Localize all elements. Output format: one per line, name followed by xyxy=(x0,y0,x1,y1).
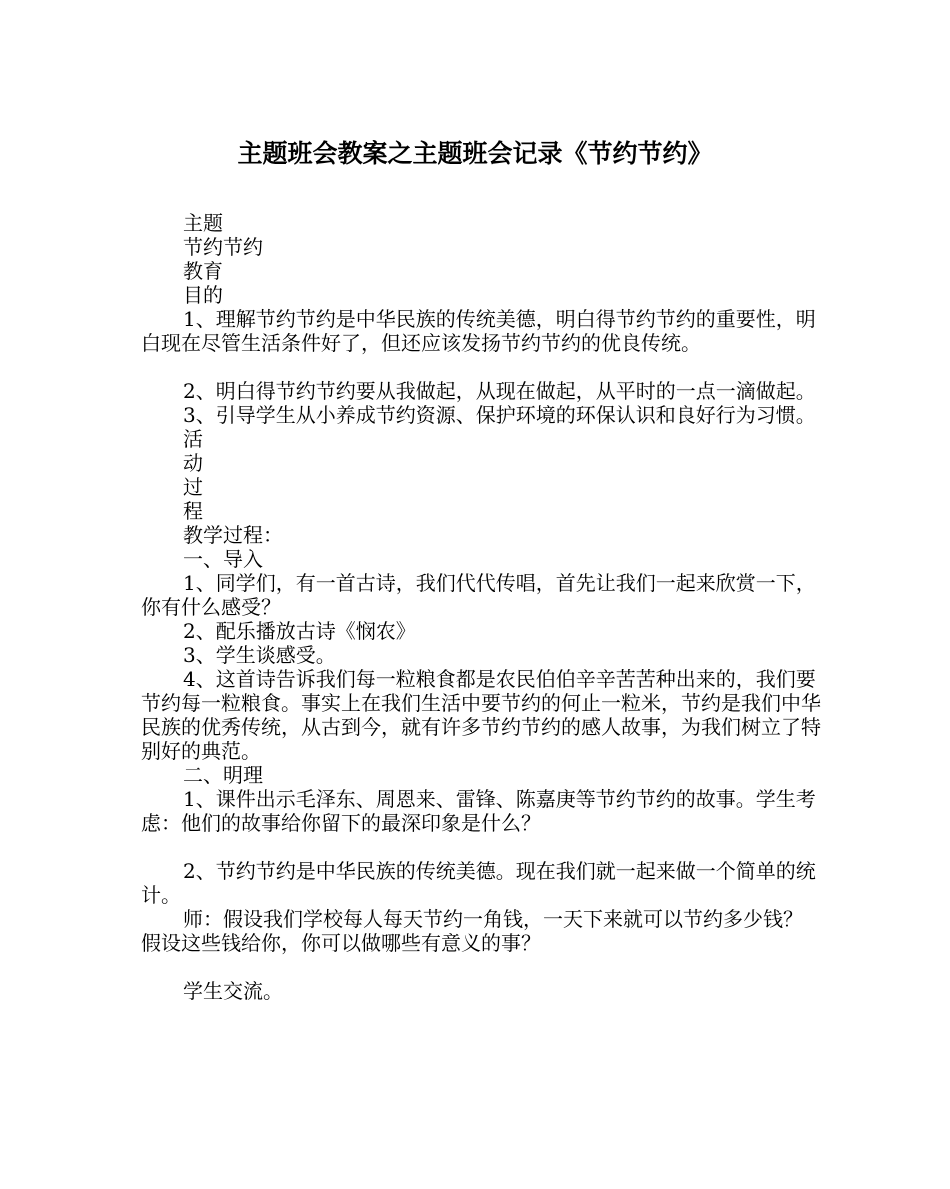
paragraph-spacer xyxy=(141,835,821,859)
paragraph-intro-1: 1、同学们，有一首古诗，我们代代传唱，首先让我们一起来欣赏一下，你有什么感受？ xyxy=(141,571,816,619)
document-title: 主题班会教案之主题班会记录《节约节约》 xyxy=(237,139,713,168)
paragraph-heading-theme-value: 节约节约 xyxy=(183,235,263,259)
paragraph-section-intro: 一、导入 xyxy=(183,547,263,571)
paragraph-goal-2: 2、明白得节约节约要从我做起，从现在做起，从平时的一点一滴做起。 xyxy=(183,379,816,403)
paragraph-heading-activity-4: 程 xyxy=(183,499,203,523)
paragraph-heading-activity-3: 过 xyxy=(183,475,203,499)
paragraph-section-reason: 二、明理 xyxy=(183,763,263,787)
paragraph-student-exchange: 学生交流。 xyxy=(183,979,283,1003)
paragraph-heading-activity-2: 动 xyxy=(183,451,203,475)
paragraph-spacer xyxy=(141,955,821,979)
paragraph-heading-theme: 主题 xyxy=(183,211,223,235)
paragraph-goal-1: 1、理解节约节约是中华民族的传统美德，明白得节约节约的重要性，明白现在尽管生活条件好了，但还应该发扬节约节约的优良传统。 xyxy=(141,307,816,355)
paragraph-heading-edu: 教育 xyxy=(183,259,223,283)
paragraph-teaching-process: 教学过程： xyxy=(183,523,283,547)
paragraph-intro-2: 2、配乐播放古诗《悯农》 xyxy=(183,619,416,643)
paragraph-heading-goal: 目的 xyxy=(183,283,223,307)
paragraph-reason-1: 1、课件出示毛泽东、周恩来、雷锋、陈嘉庚等节约节约的故事。学生考虑：他们的故事给你留下的最深印象是什么？ xyxy=(141,787,816,835)
paragraph-goal-3: 3、引导学生从小养成节约资源、保护环境的环保认识和良好行为习惯。 xyxy=(183,403,816,427)
paragraph-intro-3: 3、学生谈感受。 xyxy=(183,643,336,667)
paragraph-reason-2: 2、节约节约是中华民族的传统美德。现在我们就一起来做一个简单的统计。 xyxy=(141,859,816,907)
paragraph-teacher: 师：假设我们学校每人每天节约一角钱，一天下来就可以节约多少钱？假设这些钱给你，你可以做哪些有意义的事？ xyxy=(141,907,803,955)
paragraph-heading-activity-1: 活 xyxy=(183,427,203,451)
document-body xyxy=(141,211,821,1003)
paragraph-spacer xyxy=(141,355,821,379)
paragraph-intro-4: 4、这首诗告诉我们每一粒粮食都是农民伯伯辛辛苦苦种出来的，我们要节约每一粒粮食。事实上在我们生活中要节约的何止一粒米，节约是我们中华民族的优秀传统，从古到今，就有许多节约节约的感人故事，为我们树立了特别好的典范。 xyxy=(141,667,821,763)
